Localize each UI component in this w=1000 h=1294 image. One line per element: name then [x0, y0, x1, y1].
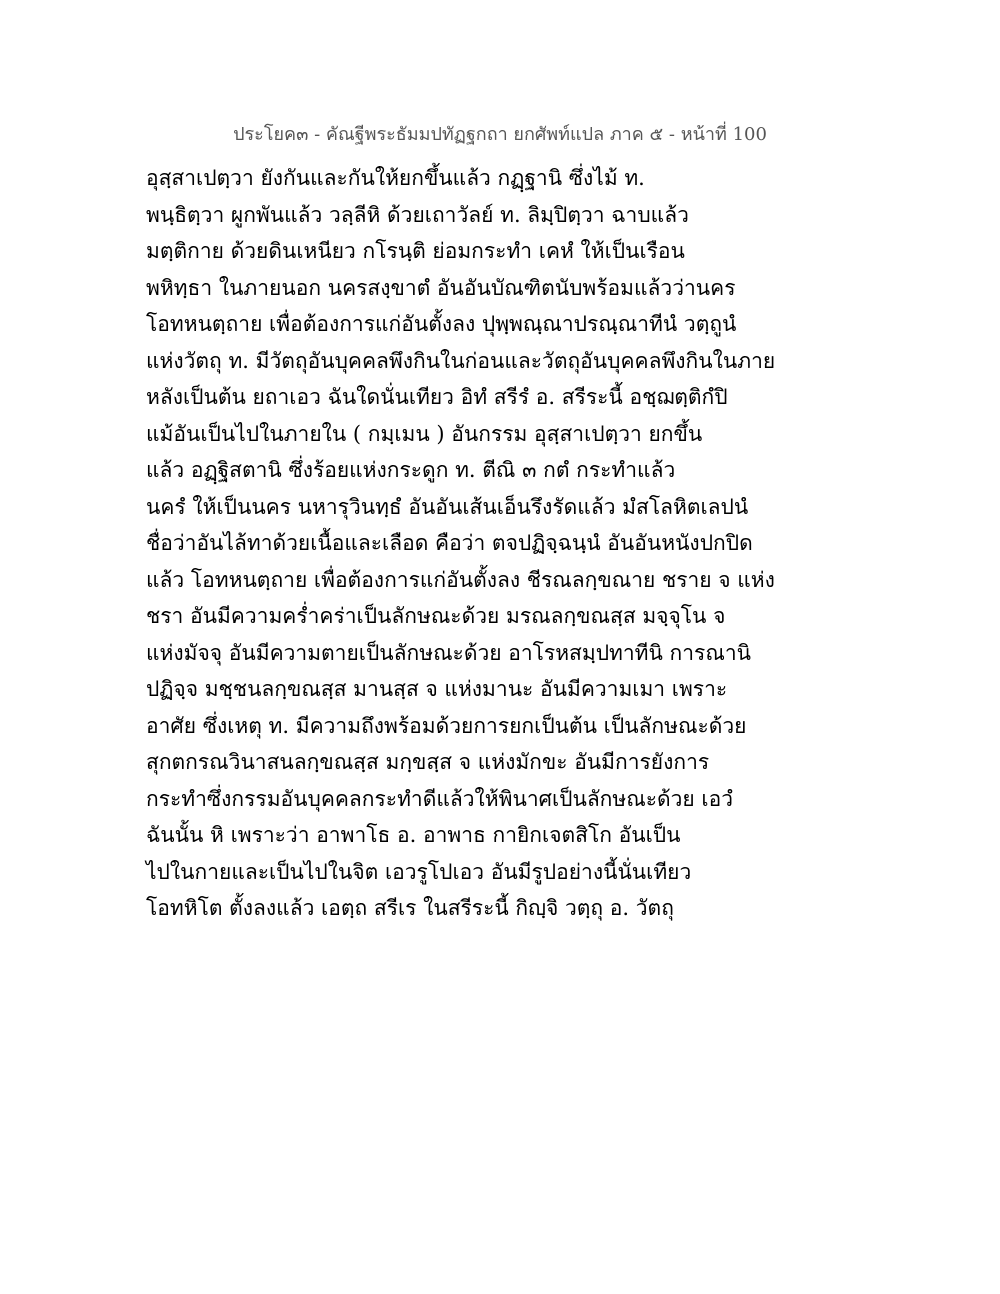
text-line: พนฺธิตฺวา ผูกพันแล้ว วลฺลีหิ ด้วยเถาวัลย์ ท. ลิมฺปิตฺวา ฉาบแล้ว	[146, 202, 689, 227]
text-line: สุกตกรณวินาสนลกฺขณสฺส มกฺขสฺส จ แห่งมักขะ อันมีการยังการ	[146, 750, 710, 774]
text-line: แม้อันเป็นไปในภายใน ( กมฺเมน ) อันกรรม อุสฺสาเปตฺวา ยกขึ้น	[146, 421, 703, 446]
text-line: กระทำซึ่งกรรมอันบุคคลกระทำดีแล้วให้พินาศเป็นลักษณะด้วย เอวํ	[146, 786, 733, 811]
text-line: แห่งวัตถุ ท. มีวัตถุอันบุคคลพึงกินในก่อนและวัตถุอันบุคคลพึงกินในภาย	[146, 348, 776, 373]
running-header	[0, 123, 1000, 147]
text-line: โอทหนตฺถาย เพื่อต้องการแก่อันตั้งลง ปุพฺพณฺณาปรณฺณาทีนํ วตฺถูนํ	[146, 312, 737, 336]
text-line: แห่งมัจจุ อันมีความตายเป็นลักษณะด้วย อาโรหสมฺปทาทีนิ การณานิ	[146, 640, 751, 665]
text-line: มตฺติกาย ด้วยดินเหนียว กโรนฺติ ย่อมกระทำ เคหํ ให้เป็นเรือน	[146, 239, 685, 263]
running-header-text: ประโยค๓ - คัณฐีพระธัมมปทัฏฐกถา ยกศัพท์แปล ภาค ๕ - หน้าที่ 100	[233, 124, 767, 145]
text-line: แล้ว อฏฺฐิสตานิ ซึ่งร้อยแห่งกระดูก ท. ตีณิ ๓ กตํ กระทำแล้ว	[146, 458, 676, 482]
text-line: อุสฺสาเปตฺวา ยังกันและกันให้ยกขึ้นแล้ว กฏฺฐานิ ซึ่งไม้ ท.	[146, 166, 645, 190]
text-line: นครํ ให้เป็นนคร นหารุวินทฺธํ อันอันเส้นเอ็นรึงรัดแล้ว มํสโลหิตเลปนํ	[146, 494, 749, 519]
text-line: ไปในกายและเป็นไปในจิต เอวรูโปเอว อันมีรูปอย่างนี้นั่นเทียว	[146, 859, 692, 884]
text-line: หลังเป็นต้น ยถาเอว ฉันใดนั่นเทียว อิทํ สรีรํ อ. สรีระนี้ อชฺฌตฺติกํปิ	[146, 385, 728, 409]
text-line: พหิทฺธา ในภายนอก นครสงฺขาตํ อันอันบัณฑิตนับพร้อมแล้วว่านคร	[146, 275, 736, 300]
text-line: อาศัย ซึ่งเหตุ ท. มีความถึงพร้อมด้วยการยกเป็นต้น เป็นลักษณะด้วย	[146, 713, 747, 738]
text-line: แล้ว โอทหนตฺถาย เพื่อต้องการแก่อันตั้งลง ชีรณลกฺขณาย ชราย จ แห่ง	[146, 567, 775, 592]
text-line: โอทหิโต ตั้งลงแล้ว เอตฺถ สรีเร ในสรีระนี้ กิญฺจิ วตฺถุ อ. วัตถุ	[146, 896, 674, 920]
body-text	[146, 160, 866, 927]
text-line: ชรา อันมีความคร่ำคร่าเป็นลักษณะด้วย มรณลกฺขณสฺส มจฺจุโน จ	[146, 604, 726, 628]
text-line: ชื่อว่าอันไล้ทาด้วยเนื้อและเลือด คือว่า ตจปฏิจฺฉนฺนํ อันอันหนังปกปิด	[146, 531, 753, 555]
text-line: ฉันนั้น หิ เพราะว่า อาพาโธ อ. อาพาธ กายิกเจตสิโก อันเป็น	[146, 823, 681, 847]
text-line: ปฏิจฺจ มชฺชนลกฺขณสฺส มานสฺส จ แห่งมานะ อันมีความเมา เพราะ	[146, 677, 728, 701]
